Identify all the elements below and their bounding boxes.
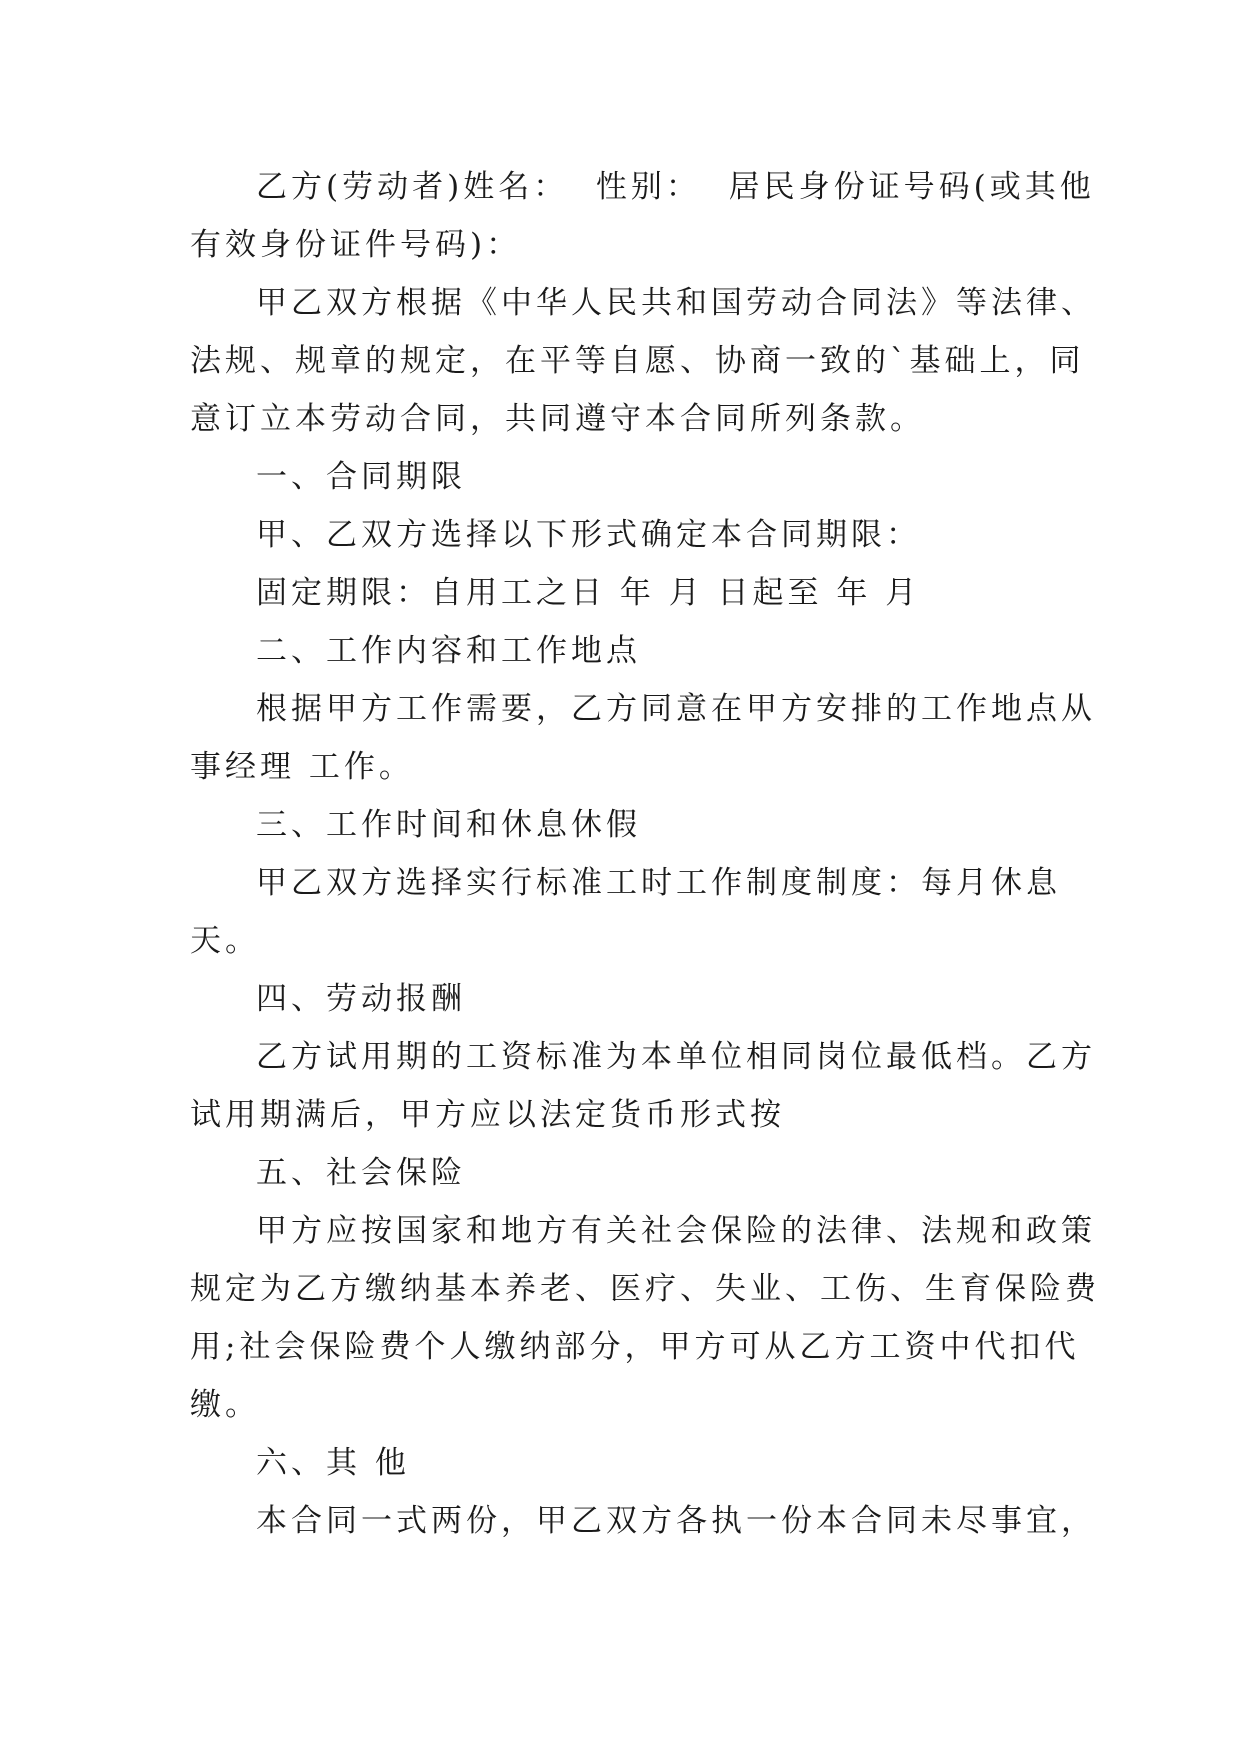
section-heading: 一、合同期限 [256,459,466,495]
text-line: 试用期满后，甲方应以法定货币形式按 [190,1097,785,1133]
text-line: 缴。 [190,1387,260,1423]
text-line: 甲乙双方根据《中华人民共和国劳动合同法》等法律、 [256,285,1096,321]
text-line: 有效身份证件号码)： [190,227,522,263]
text-line: 乙方(劳动者)姓名： 性别： 居民身份证号码(或其他 [256,169,1095,205]
text-line: 甲方应按国家和地方有关社会保险的法律、法规和政策 [256,1213,1096,1249]
text-line: 本合同一式两份，甲乙双方各执一份本合同未尽事宜， [256,1503,1096,1539]
text-line: 规定为乙方缴纳基本养老、医疗、失业、工伤、生育保险费 [190,1271,1100,1307]
text-line: 甲乙双方选择实行标准工时工作制度制度：每月休息 [256,865,1061,901]
text-line: 用;社会保险费个人缴纳部分，甲方可从乙方工资中代扣代 [190,1329,1080,1365]
text-line: 意订立本劳动合同，共同遵守本合同所列条款。 [190,401,925,437]
section-heading: 五、社会保险 [256,1155,466,1191]
text-line: 甲、乙双方选择以下形式确定本合同期限： [256,517,921,553]
text-line: 乙方试用期的工资标准为本单位相同岗位最低档。乙方 [256,1039,1096,1075]
section-heading: 六、其 他 [256,1445,410,1481]
text-line: 事经理 工作。 [190,749,414,785]
text-line: 法规、规章的规定，在平等自愿、协商一致的`基础上，同 [190,343,1085,379]
text-line: 天。 [190,923,260,959]
text-line: 根据甲方工作需要，乙方同意在甲方安排的工作地点从 [256,691,1096,727]
section-heading: 三、工作时间和休息休假 [256,807,641,843]
text-line: 固定期限：自用工之日 年 月 日起至 年 月 [256,575,921,611]
section-heading: 四、劳动报酬 [256,981,466,1017]
section-heading: 二、工作内容和工作地点 [256,633,641,669]
